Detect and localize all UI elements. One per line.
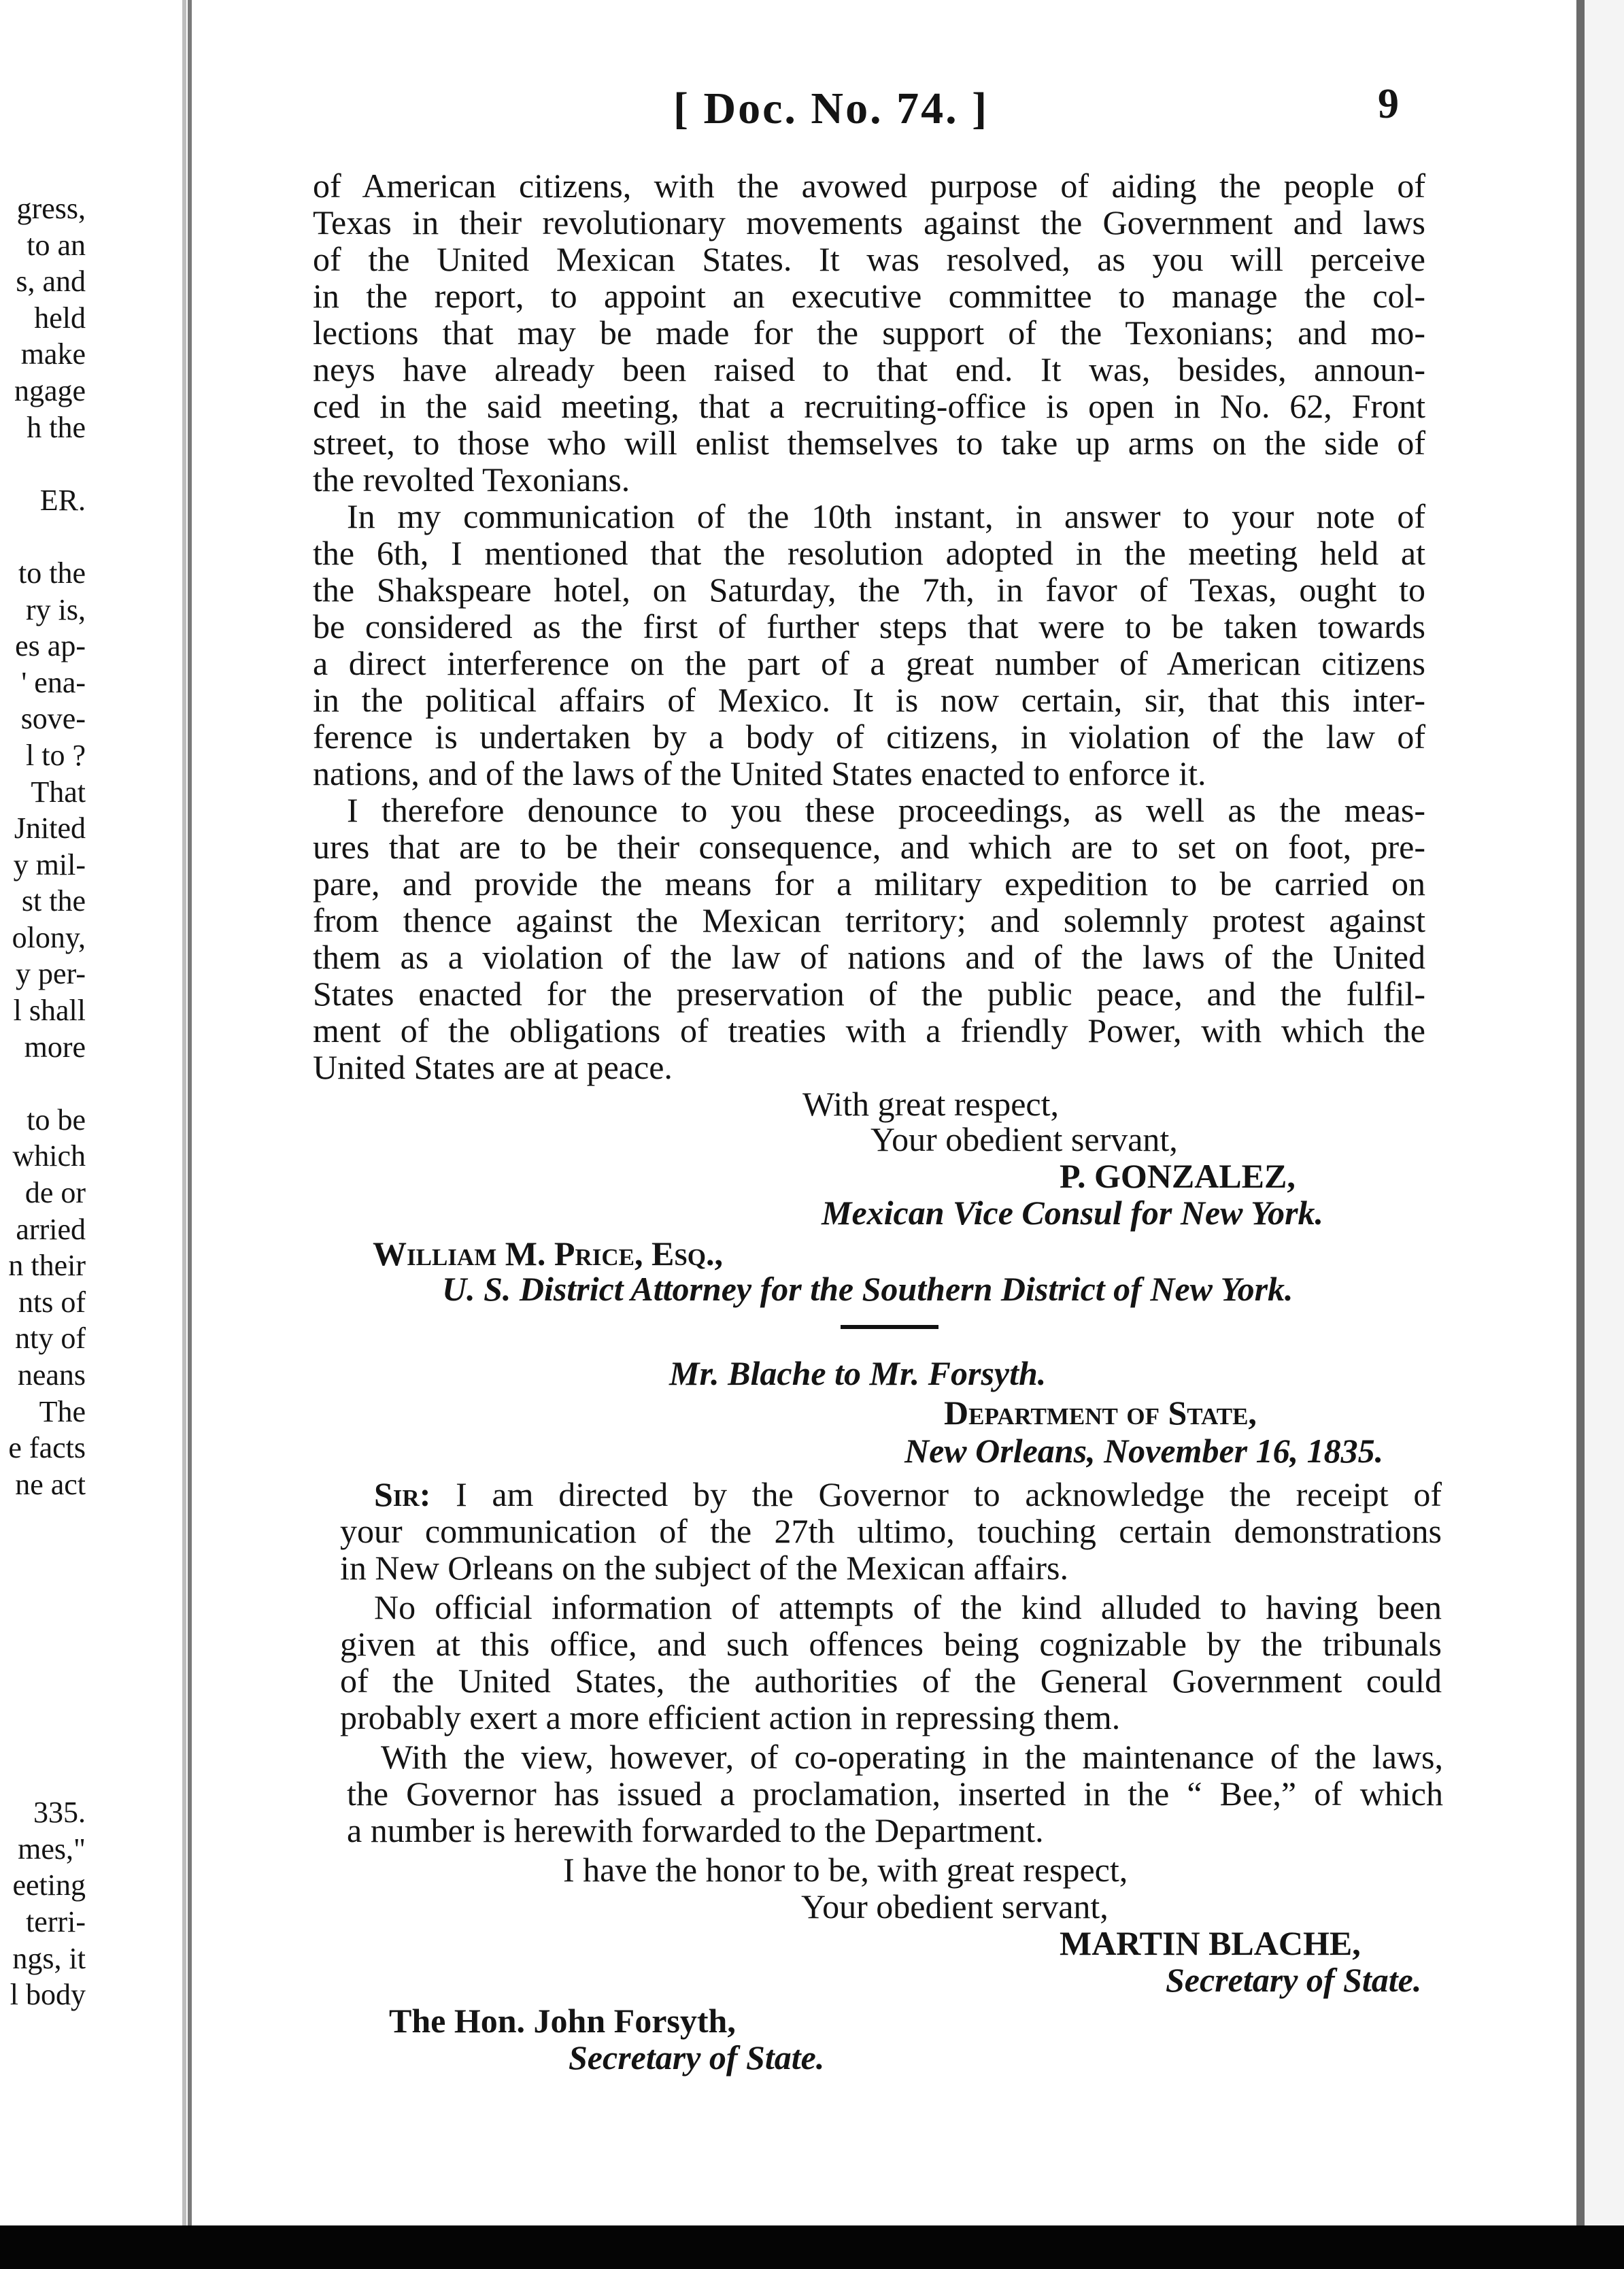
- text-line: United States are at peace.: [313, 1048, 673, 1086]
- letter1-paragraph-2: [313, 498, 1425, 792]
- neighbor-fragment-line: [0, 1502, 86, 1539]
- neighbor-fragment-line: [0, 1612, 86, 1649]
- neighbor-fragment-line: That: [31, 775, 86, 809]
- neighbor-fragment-line: held: [34, 301, 86, 335]
- neighbor-page-fragments: [0, 190, 86, 2013]
- section-divider: [841, 1325, 938, 1329]
- text-line: street, to those who will enlist themselves to take up arms on the side of: [313, 424, 1425, 462]
- neighbor-fragment-line: sove-: [20, 702, 86, 736]
- neighbor-fragment-line: es ap-: [15, 629, 86, 663]
- text-line: States enacted for the preservation of the public peace, and the fulfil-: [313, 975, 1425, 1013]
- letter2-signer-title: Secretary of State.: [1166, 1961, 1422, 1999]
- neighbor-fragment-line: mes,": [18, 1832, 86, 1866]
- neighbor-fragment-line: [0, 1539, 86, 1576]
- scan-margin-bottom: [0, 2225, 1624, 2269]
- text-line: ment of the obligations of treaties with a friendly Power, with which the: [313, 1011, 1425, 1049]
- neighbor-fragment-line: ne act: [15, 1467, 86, 1501]
- neighbor-fragment-line: [0, 518, 86, 555]
- neighbor-fragment-line: gress,: [16, 192, 86, 225]
- neighbor-fragment-line: ' ena-: [21, 665, 86, 699]
- text-line: Texas in their revolutionary movements against the Government and laws: [313, 203, 1425, 241]
- text-line: ference is undertaken by a body of citizens, in violation of the law of: [313, 718, 1425, 756]
- text-line: probably exert a more efficient action in repressing them.: [340, 1698, 1121, 1736]
- letter1-paragraph-3: [313, 792, 1425, 1086]
- text-line: in the report, to appoint an executive committee to manage the col-: [313, 277, 1425, 315]
- letter2-addressee-name: The Hon. John Forsyth,: [389, 2002, 736, 2040]
- neighbor-fragment-line: nty of: [15, 1322, 86, 1356]
- neighbor-fragment-line: [0, 1721, 86, 1758]
- text-line: No official information of attempts of the kind alluded to having been: [374, 1588, 1442, 1626]
- text-line: of American citizens, with the avowed purpose of aiding the people of: [313, 167, 1425, 205]
- letter1-signer: P. GONZALEZ,: [1060, 1157, 1296, 1195]
- neighbor-fragment-line: to be: [27, 1103, 86, 1137]
- neighbor-fragment-line: [0, 1758, 86, 1795]
- text-line-content: I am directed by the Governor to acknowledge the receipt of: [456, 1475, 1442, 1513]
- letter1-closing: With great respect,: [802, 1085, 1059, 1123]
- text-line: [340, 1476, 1442, 1513]
- page-number: 9: [1378, 81, 1399, 127]
- neighbor-fragment-line: eeting: [12, 1868, 86, 1902]
- neighbor-fragment-line: st the: [21, 884, 86, 918]
- neighbor-fragment-line: ry is,: [26, 592, 86, 626]
- letter1-servant: Your obedient servant,: [870, 1120, 1178, 1158]
- neighbor-fragment-line: de or: [24, 1176, 86, 1210]
- neighbor-fragment-line: l shall: [13, 994, 86, 1028]
- neighbor-fragment-line: arried: [16, 1212, 86, 1246]
- text-line: from thence against the Mexican territory; and solemnly protest against: [313, 901, 1425, 939]
- neighbor-fragment-line: The: [39, 1394, 86, 1428]
- neighbor-fragment-line: to an: [27, 228, 86, 262]
- page-gutter-shadow: [182, 0, 186, 2225]
- letter2-department: Department of State,: [944, 1394, 1257, 1432]
- neighbor-fragment-line: [0, 1065, 86, 1102]
- text-line: given at this office, and such offences being cognizable by the tribunals: [340, 1625, 1442, 1663]
- neighbor-fragment-line: neans: [17, 1358, 86, 1392]
- letter2-heading: Mr. Blache to Mr. Forsyth.: [669, 1354, 1047, 1392]
- neighbor-fragment-line: l body: [10, 1978, 86, 2012]
- letter2-paragraph-2: [340, 1589, 1442, 1736]
- neighbor-fragment-line: e facts: [8, 1431, 86, 1465]
- text-line: neys have already been raised to that end. It was, besides, announ-: [313, 350, 1425, 388]
- text-line: in New Orleans on the subject of the Mexican affairs.: [340, 1549, 1068, 1587]
- text-line: In my communication of the 10th instant, in answer to your note of: [347, 497, 1425, 535]
- doc-label: [ Doc. No. 74. ]: [673, 84, 989, 133]
- salutation: Sir:: [374, 1475, 456, 1513]
- neighbor-fragment-line: [0, 1576, 86, 1613]
- text-line: the revolted Texonians.: [313, 460, 630, 499]
- text-line: With the view, however, of co-operating in the maintenance of the laws,: [381, 1738, 1443, 1776]
- scan-margin-right: [1585, 0, 1624, 2269]
- text-line: ced in the said meeting, that a recruiting-office is open in No. 62, Front: [313, 387, 1425, 425]
- text-line: your communication of the 27th ultimo, touching certain demonstrations: [340, 1512, 1442, 1550]
- letter2-paragraph-1: [340, 1476, 1442, 1586]
- neighbor-fragment-line: ER.: [39, 483, 86, 517]
- neighbor-fragment-line: ngs, it: [12, 1941, 86, 1975]
- letter2-paragraph-3: [347, 1738, 1443, 1849]
- text-line: I therefore denounce to you these proceedings, as well as the meas-: [347, 791, 1425, 829]
- neighbor-fragment-line: terri-: [26, 1904, 86, 1938]
- neighbor-fragment-line: nts of: [18, 1285, 86, 1319]
- neighbor-fragment-line: Jnited: [14, 811, 86, 845]
- text-line: be considered as the first of further steps that were to be taken towards: [313, 607, 1425, 645]
- neighbor-fragment-line: which: [12, 1139, 86, 1173]
- neighbor-fragment-line: s, and: [16, 265, 86, 299]
- neighbor-fragment-line: n their: [8, 1249, 86, 1283]
- letter2-servant: Your obedient servant,: [801, 1887, 1109, 1926]
- text-line: the 6th, I mentioned that the resolution adopted in the meeting held at: [313, 534, 1425, 572]
- neighbor-fragment-line: make: [20, 337, 86, 371]
- neighbor-fragment-line: [0, 1685, 86, 1721]
- neighbor-fragment-line: more: [24, 1030, 86, 1064]
- text-line: a direct interference on the part of a great number of American citizens: [313, 644, 1425, 682]
- neighbor-fragment-line: l to ?: [26, 738, 86, 772]
- text-line: lections that may be made for the support of the Texonians; and mo-: [313, 314, 1425, 352]
- text-line: of the United States, the authorities of the General Government could: [340, 1662, 1442, 1700]
- letter1-paragraph-1: [313, 167, 1425, 498]
- text-line: of the United Mexican States. It was resolved, as you will perceive: [313, 240, 1425, 278]
- text-line: nations, and of the laws of the United States enacted to enforce it.: [313, 754, 1206, 792]
- letter2-addressee-title: Secretary of State.: [569, 2038, 825, 2077]
- text-line: the Governor has issued a proclamation, inserted in the “ Bee,” of which: [347, 1775, 1443, 1813]
- letter2-signer: MARTIN BLACHE,: [1060, 1924, 1361, 1962]
- neighbor-fragment-line: [0, 1649, 86, 1685]
- text-line: them as a violation of the law of nations and of the laws of the United: [313, 938, 1425, 976]
- letter1-signer-title: Mexican Vice Consul for New York.: [822, 1194, 1324, 1232]
- neighbor-fragment-line: h the: [27, 410, 86, 444]
- neighbor-fragment-line: to the: [18, 556, 86, 590]
- neighbor-fragment-line: y per-: [16, 957, 86, 991]
- neighbor-fragment-line: ngage: [14, 373, 86, 407]
- letter1-addressee-name: William M. Price, Esq.,: [373, 1234, 724, 1273]
- text-line: pare, and provide the means for a military expedition to be carried on: [313, 864, 1425, 903]
- letter1-addressee-title: U. S. District Attorney for the Southern District of New York.: [442, 1270, 1293, 1308]
- text-line: in the political affairs of Mexico. It is now certain, sir, that this inter-: [313, 681, 1425, 719]
- neighbor-fragment-line: [0, 446, 86, 482]
- text-line: the Shakspeare hotel, on Saturday, the 7th, in favor of Texas, ought to: [313, 571, 1425, 609]
- neighbor-fragment-line: y mil-: [13, 847, 86, 881]
- neighbor-fragment-line: 335.: [33, 1796, 86, 1830]
- letter2-closing: I have the honor to be, with great respect,: [563, 1851, 1128, 1889]
- text-line: ures that are to be their consequence, and which are to set on foot, pre-: [313, 828, 1425, 866]
- text-line: a number is herewith forwarded to the Department.: [347, 1811, 1044, 1849]
- neighbor-fragment-line: olony,: [12, 920, 86, 954]
- page-gutter: [188, 0, 192, 2225]
- letter2-place-date: New Orleans, November 16, 1835.: [904, 1432, 1384, 1470]
